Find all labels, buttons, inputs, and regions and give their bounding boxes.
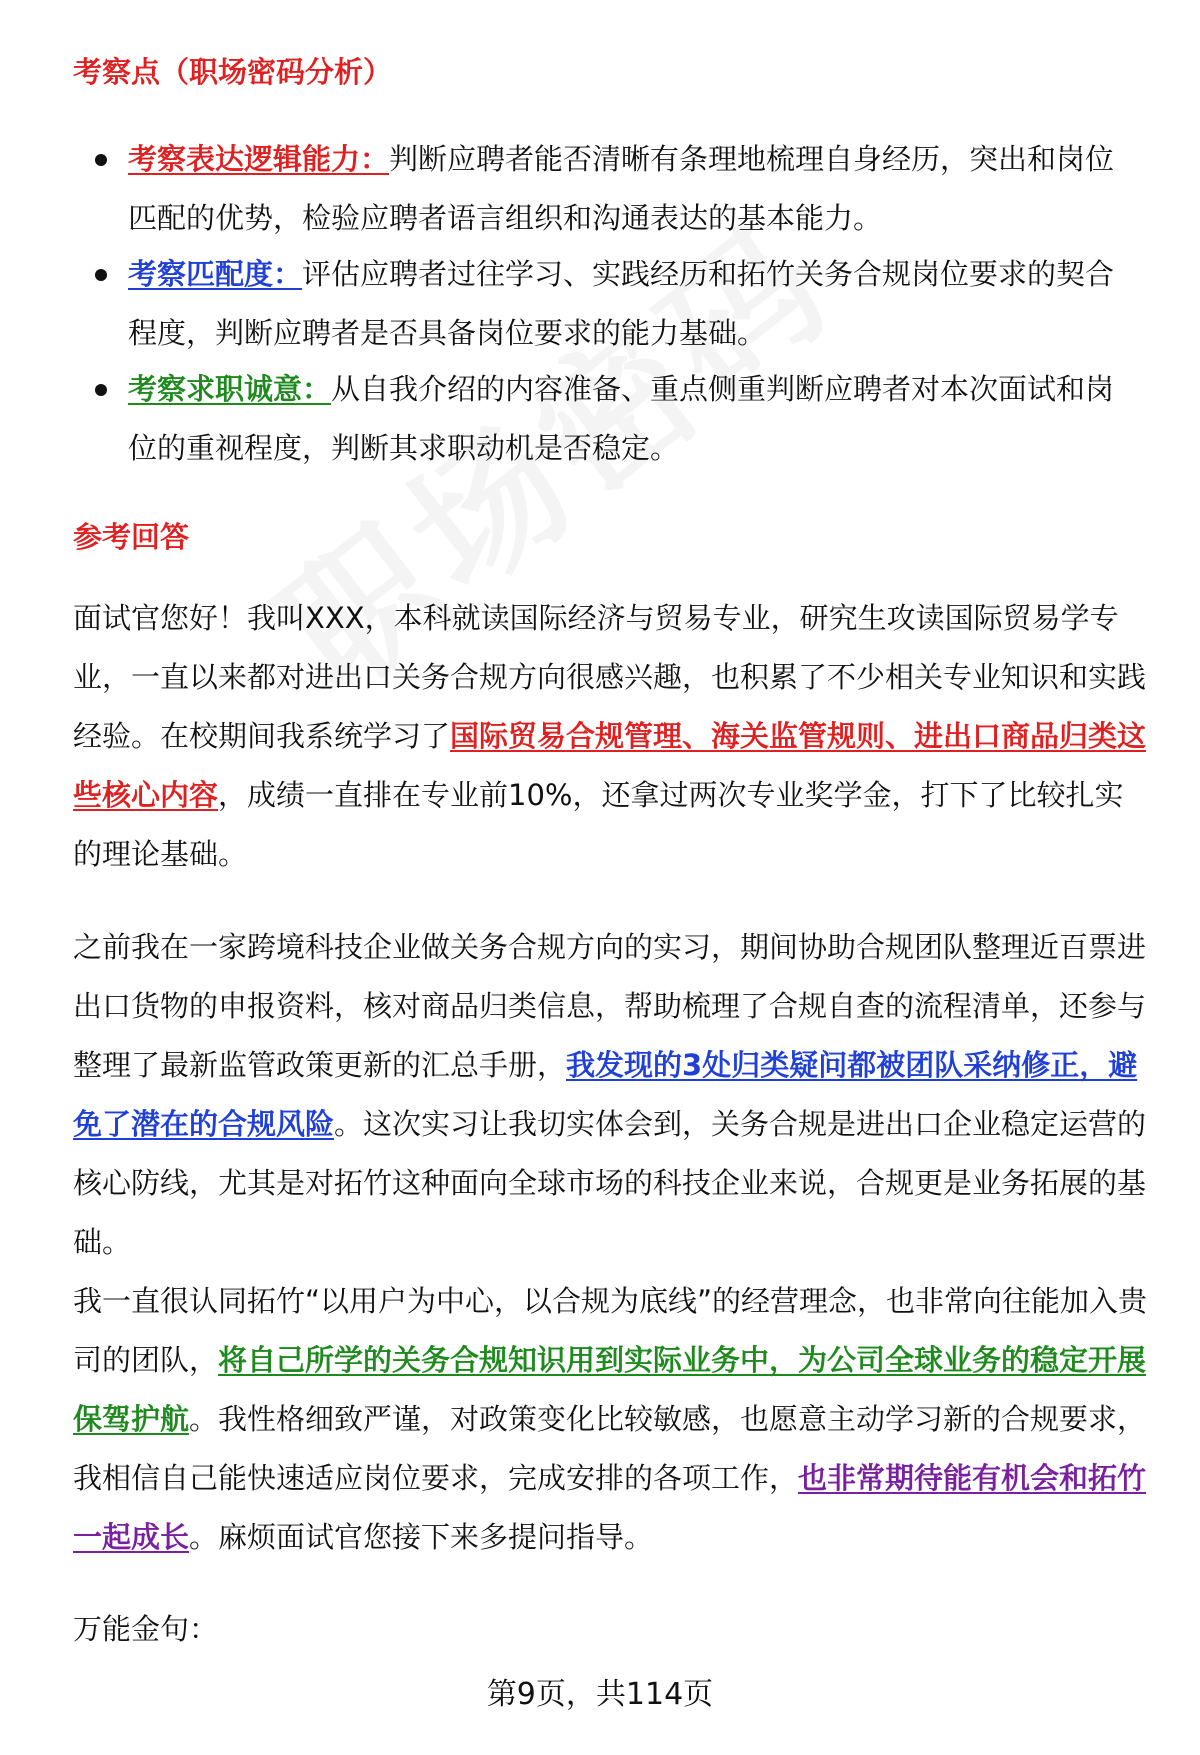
bullet-text: 从自我介绍的内容准备、重点侧重判断应聘者对本次面试和岗位的重视程度，判断其求职动机是否稳定。: [128, 372, 1115, 465]
bullet-dot-icon: [95, 269, 107, 281]
bullet-label: 考察求职诚意：: [128, 372, 332, 406]
bullet-dot-icon: [95, 384, 107, 396]
highlight-text: 也非常期待能有机会和拓竹一起成长: [73, 1461, 1147, 1554]
page-number: 第9页，共114页: [486, 1677, 714, 1712]
bullet-text: 评估应聘者过往学习、实践经历和拓竹关务合规岗位要求的契合程度，判断应聘者是否具备岗位要求的能力基础。: [128, 257, 1115, 350]
bullet-item: [73, 360, 1143, 478]
analysis-bullet-list: [73, 130, 1143, 478]
bullet-label: 考察表达逻辑能力：: [128, 142, 390, 176]
highlight-text: 我发现的3处归类疑问都被团队采纳修正，避免了潜在的合规风险: [73, 1048, 1138, 1141]
paragraph-text: 。麻烦面试官您接下来多提问指导。: [189, 1520, 654, 1554]
answer-paragraph-3: [73, 1272, 1148, 1567]
paragraph-text: ，成绩一直排在专业前10%，还拿过两次专业奖学金，打下了比较扎实的理论基础。: [73, 778, 1124, 871]
highlight-text: 将自己所学的关务合规知识用到实际业务中，为公司全球业务的稳定开展保驾护航: [73, 1343, 1147, 1436]
paragraph-text: 。我性格细致严谨，对政策变化比较敏感，也愿意主动学习新的合规要求，我相信自己能快速适应岗位要求，完成安排的各项工作，: [73, 1402, 1147, 1495]
paragraph-text: 我一直很认同拓竹“以用户为中心，以合规为底线”的经营理念，也非常向往能加入贵司的团队，: [73, 1284, 1148, 1377]
section-heading-reference: 参考回答: [73, 520, 190, 554]
paragraph-text: 面试官您好！我叫XXX，本科就读国际经济与贸易专业，研究生攻读国际贸易学专业，一直以来都对进出口关务合规方向很感兴趣，也积累了不少相关专业知识和实践经验。在校期间我系统学习了: [73, 601, 1147, 753]
paragraph-text: 之前我在一家跨境科技企业做关务合规方向的实习，期间协助合规团队整理近百票进出口货物的申报资料，核对商品归类信息，帮助梳理了合规自查的流程清单，还参与整理了最新监管政策更新的汇总手册，: [73, 930, 1147, 1082]
bullet-label: 考察匹配度：: [128, 257, 303, 291]
answer-paragraph-2: [73, 918, 1148, 1272]
bullet-dot-icon: [95, 154, 107, 166]
bullet-text: 判断应聘者能否清晰有条理地梳理自身经历，突出和岗位匹配的优势，检验应聘者语言组织和沟通表达的基本能力。: [128, 142, 1115, 235]
answer-paragraph-1: [73, 589, 1148, 884]
bullet-item: [73, 245, 1143, 363]
closing-line: 万能金句：: [73, 1612, 219, 1646]
paragraph-text: 。这次实习让我切实体会到，关务合规是进出口企业稳定运营的核心防线，尤其是对拓竹这种面向全球市场的科技企业来说，合规更是业务拓展的基础。: [73, 1107, 1147, 1259]
highlight-text: 国际贸易合规管理、海关监管规则、进出口商品归类这些核心内容: [73, 719, 1147, 812]
section-heading-analysis: 考察点（职场密码分析）: [73, 55, 393, 89]
bullet-item: [73, 130, 1143, 248]
